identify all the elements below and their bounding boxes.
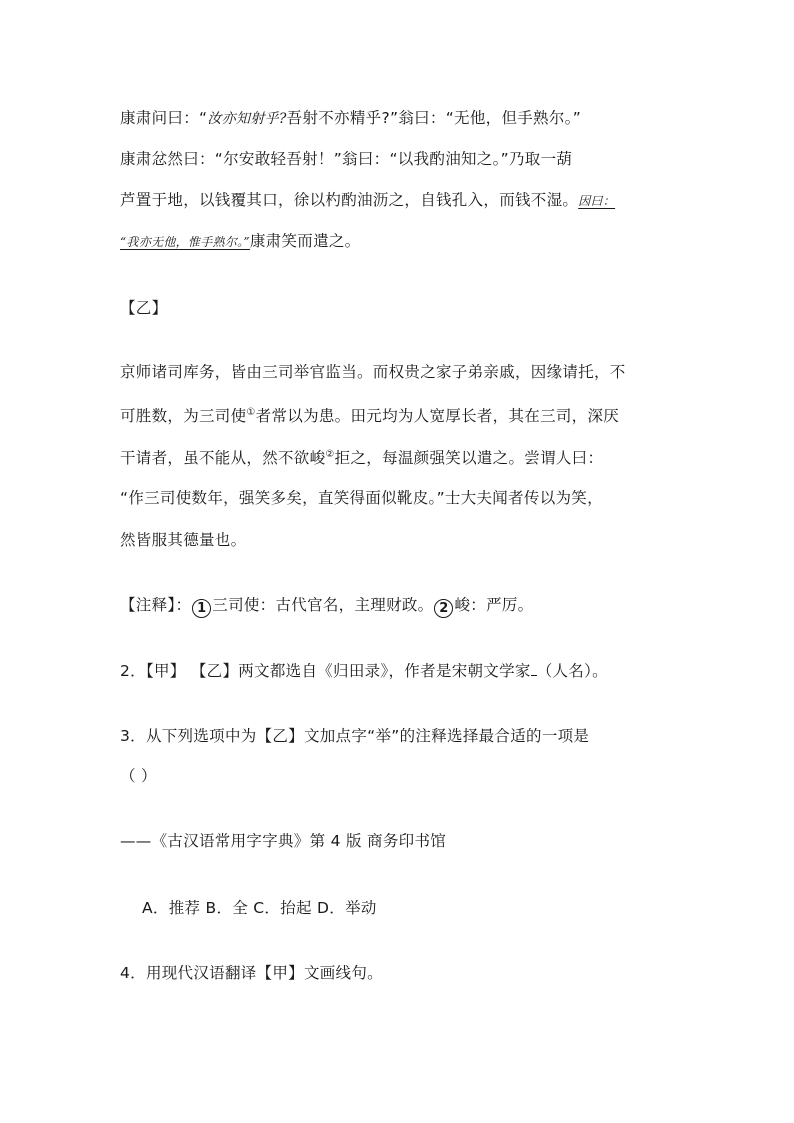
question-3-line-1: 3．从下列选项中为【乙】文加点字“举”的注释选择最合适的一项是 — [120, 727, 590, 745]
question-2 — [120, 660, 608, 682]
jia-line-4 — [120, 230, 360, 253]
text-segment: 可胜数，为三司使 — [120, 407, 247, 425]
circled-number: 2 — [434, 599, 453, 618]
question-text: （人名）。 — [536, 662, 608, 680]
yi-line-5: 然皆服其德量也。 — [120, 531, 247, 549]
text-segment: 者常以为患。田元均为人宽厚长者，其在三司，深厌 — [255, 407, 620, 425]
text-segment: 汝亦知射乎? — [207, 111, 287, 127]
question-4: 4．用现代汉语翻译【甲】文画线句。 — [120, 964, 383, 982]
text-segment: 干请者，虽不能从，然不欲峻 — [120, 449, 326, 467]
jia-line-1 — [120, 107, 581, 130]
text-segment: 芦置于地，以钱覆其口，徐以杓酌油沥之，自钱孔入，而钱不湿。 — [120, 191, 579, 209]
dictionary-source: ——《古汉语常用字字典》第 4 版 商务印书馆 — [120, 832, 447, 850]
notes-label: 【注释】： — [120, 596, 192, 614]
underlined-sentence: 因曰： — [578, 194, 616, 208]
question-text: 2．【甲】 【乙】两文都选自《归田录》，作者是宋朝文学家 — [120, 662, 531, 680]
text-segment: 吾射不亦精乎?”翁曰：“无他，但手熟尔。” — [286, 109, 582, 127]
jia-line-2: 康肃忿然曰：“尔安敢轻吾射！”翁曰：“以我酌油知之。”乃取一葫 — [120, 150, 573, 168]
note-text: 三司使：古代官名，主理财政。 — [212, 596, 434, 614]
circled-number: 1 — [192, 599, 211, 618]
yi-line-4: “作三司使数年，强笑多矣，直笑得面似靴皮。”士大夫闻者传以为笑， — [120, 489, 603, 507]
underlined-sentence: “我亦无他，惟手熟尔。” — [120, 235, 250, 249]
yi-heading: 【乙】 — [120, 299, 168, 317]
text-segment: 康肃笑而遣之。 — [249, 232, 361, 250]
footnote-marker: ② — [325, 449, 335, 460]
yi-line-1: 京师诸司库务，皆由三司举官监当。而权贵之家子弟亲戚，因缘请托，不 — [120, 363, 626, 381]
note-text: 峻：严厉。 — [454, 596, 534, 614]
footnote-marker: ① — [246, 407, 256, 418]
answer-options: A．推荐 B．全 C．抬起 D．举动 — [142, 899, 377, 917]
yi-line-2 — [120, 402, 619, 427]
jia-line-3 — [120, 189, 615, 212]
question-3-answer-parens[interactable]: （ ） — [120, 767, 157, 785]
yi-line-3 — [120, 444, 603, 469]
text-segment: 拒之，每温颜强笑以遣之。尝谓人曰： — [334, 449, 604, 467]
notes-line — [120, 594, 533, 618]
text-segment: 康肃问曰：“ — [120, 109, 208, 127]
